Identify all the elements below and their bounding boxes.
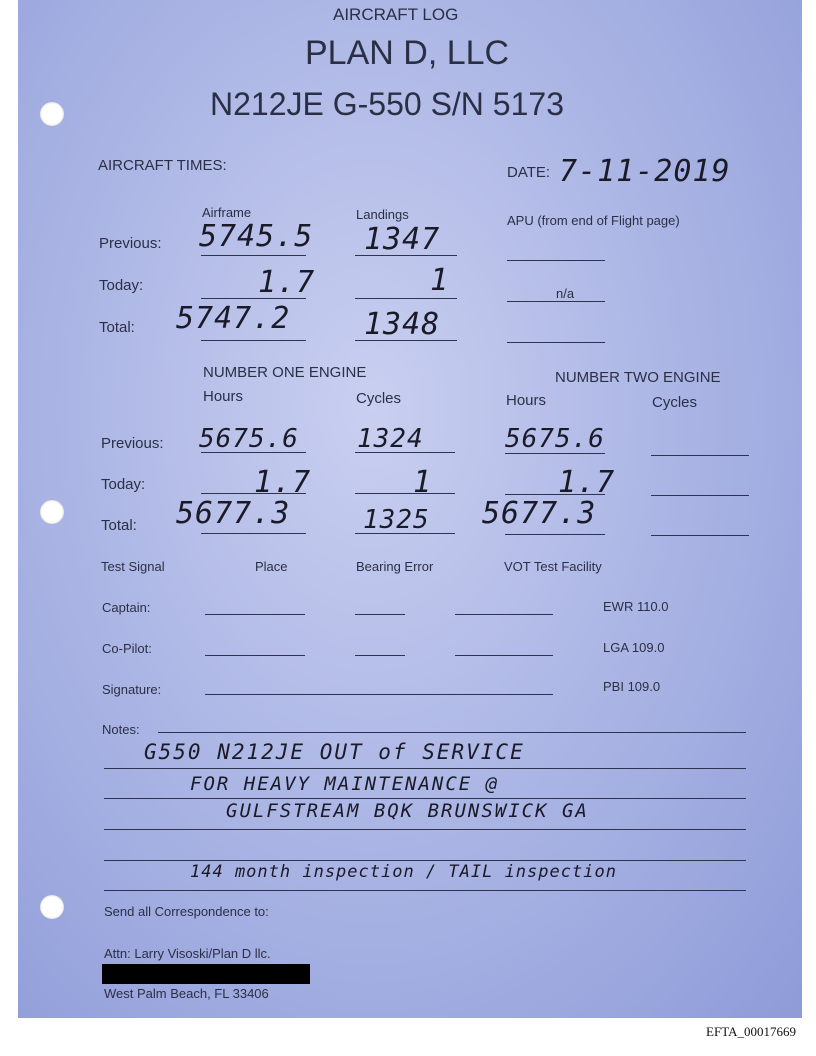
eng2-hours-previous: 5675.6	[505, 424, 605, 454]
notes-line	[104, 829, 746, 830]
landings-previous: 1347	[364, 222, 441, 257]
eng1-hours-today: 1.7	[254, 465, 312, 500]
row-label-total: Total:	[99, 319, 135, 336]
vot-facility-2: LGA 109.0	[603, 640, 665, 655]
document-id: EFTA_00017669	[706, 1024, 796, 1039]
engine-row-total: Total:	[101, 517, 137, 534]
row-label-previous: Previous:	[99, 235, 162, 252]
test-signal-header: Test Signal	[101, 559, 165, 574]
vot-facility-header: VOT Test Facility	[504, 559, 602, 574]
notes-line	[158, 732, 746, 733]
copilot-place-line	[205, 655, 305, 656]
vot-facility-3: PBI 109.0	[603, 679, 661, 694]
airframe-previous: 5745.5	[199, 219, 314, 254]
underline	[507, 342, 605, 343]
note-line-4: 144 month inspection / TAIL inspection	[190, 862, 617, 882]
punch-hole	[40, 500, 64, 524]
underline	[355, 533, 455, 534]
underline	[201, 298, 306, 299]
vot-facility-1: EWR 110.0	[603, 599, 669, 614]
eng1-hours-total: 5677.3	[176, 496, 291, 531]
engine-row-today: Today:	[101, 476, 146, 493]
eng1-hours-previous: 5675.6	[199, 424, 299, 454]
underline	[505, 534, 605, 535]
copilot-bearing-line	[355, 655, 405, 656]
eng1-cycles-total: 1325	[363, 505, 430, 535]
landings-header: Landings	[356, 207, 409, 222]
engine-one-hours-header: Hours	[203, 388, 244, 405]
notes-label: Notes:	[102, 722, 140, 737]
punch-hole	[40, 895, 64, 919]
apu-today: n/a	[556, 286, 575, 301]
note-line-1: G550 N212JE OUT of SERVICE	[144, 740, 525, 764]
aircraft-id: N212JE G-550 S/N 5173	[210, 86, 564, 122]
landings-total: 1348	[364, 307, 441, 342]
eng2-hours-total: 5677.3	[482, 496, 597, 531]
landings-today: 1	[430, 263, 450, 298]
engine-two-cycles-header: Cycles	[652, 394, 698, 411]
underline	[355, 340, 457, 341]
captain-label: Captain:	[102, 600, 151, 615]
row-label-today: Today:	[99, 277, 144, 294]
note-line-3: GULFSTREAM BQK BRUNSWICK GA	[226, 800, 589, 822]
engine-one-label: NUMBER ONE ENGINE	[203, 364, 367, 381]
city-line: West Palm Beach, FL 33406	[104, 986, 269, 1001]
engine-two-hours-header: Hours	[506, 392, 547, 409]
aircraft-times-label: AIRCRAFT TIMES:	[98, 157, 227, 174]
note-line-2: FOR HEAVY MAINTENANCE @	[190, 773, 500, 795]
airframe-today: 1.7	[258, 265, 316, 300]
form-title: AIRCRAFT LOG	[333, 5, 459, 24]
date-value: 7-11-2019	[559, 154, 731, 189]
copilot-label: Co-Pilot:	[102, 641, 152, 656]
correspondence-label: Send all Correspondence to:	[104, 904, 269, 919]
redaction-bar	[102, 964, 310, 984]
underline	[355, 255, 457, 256]
underline	[201, 493, 306, 494]
eng2-hours-today: 1.7	[558, 465, 616, 500]
place-header: Place	[255, 559, 288, 574]
underline	[355, 298, 457, 299]
airframe-total: 5747.2	[176, 301, 291, 336]
underline	[651, 455, 749, 456]
underline	[201, 452, 306, 453]
eng1-cycles-previous: 1324	[357, 424, 424, 454]
captain-place-line	[205, 614, 305, 615]
captain-extra-line	[455, 614, 553, 615]
underline	[201, 533, 306, 534]
signature-line	[205, 694, 553, 695]
apu-header: APU (from end of Flight page)	[507, 213, 680, 228]
attn-line: Attn: Larry Visoski/Plan D llc.	[104, 946, 271, 961]
underline	[505, 453, 605, 454]
notes-line	[104, 768, 746, 769]
notes-line	[104, 798, 746, 799]
airframe-header: Airframe	[202, 205, 252, 220]
engine-two-label: NUMBER TWO ENGINE	[555, 369, 721, 386]
underline	[355, 493, 455, 494]
underline	[651, 495, 749, 496]
company-name: PLAN D, LLC	[305, 34, 510, 72]
copilot-extra-line	[455, 655, 553, 656]
eng1-cycles-today: 1	[413, 465, 433, 500]
date-label: DATE:	[507, 164, 551, 181]
engine-row-previous: Previous:	[101, 435, 164, 452]
underline	[651, 535, 749, 536]
underline	[507, 260, 605, 261]
bearing-error-header: Bearing Error	[356, 559, 434, 574]
signature-label: Signature:	[102, 682, 162, 697]
underline	[507, 301, 605, 302]
underline	[355, 452, 455, 453]
underline	[201, 255, 306, 256]
underline	[505, 494, 605, 495]
underline	[201, 340, 306, 341]
captain-bearing-line	[355, 614, 405, 615]
punch-hole	[40, 102, 64, 126]
notes-line	[104, 890, 746, 891]
engine-one-cycles-header: Cycles	[356, 390, 402, 407]
notes-line	[104, 860, 746, 861]
log-sheet	[18, 0, 802, 1018]
